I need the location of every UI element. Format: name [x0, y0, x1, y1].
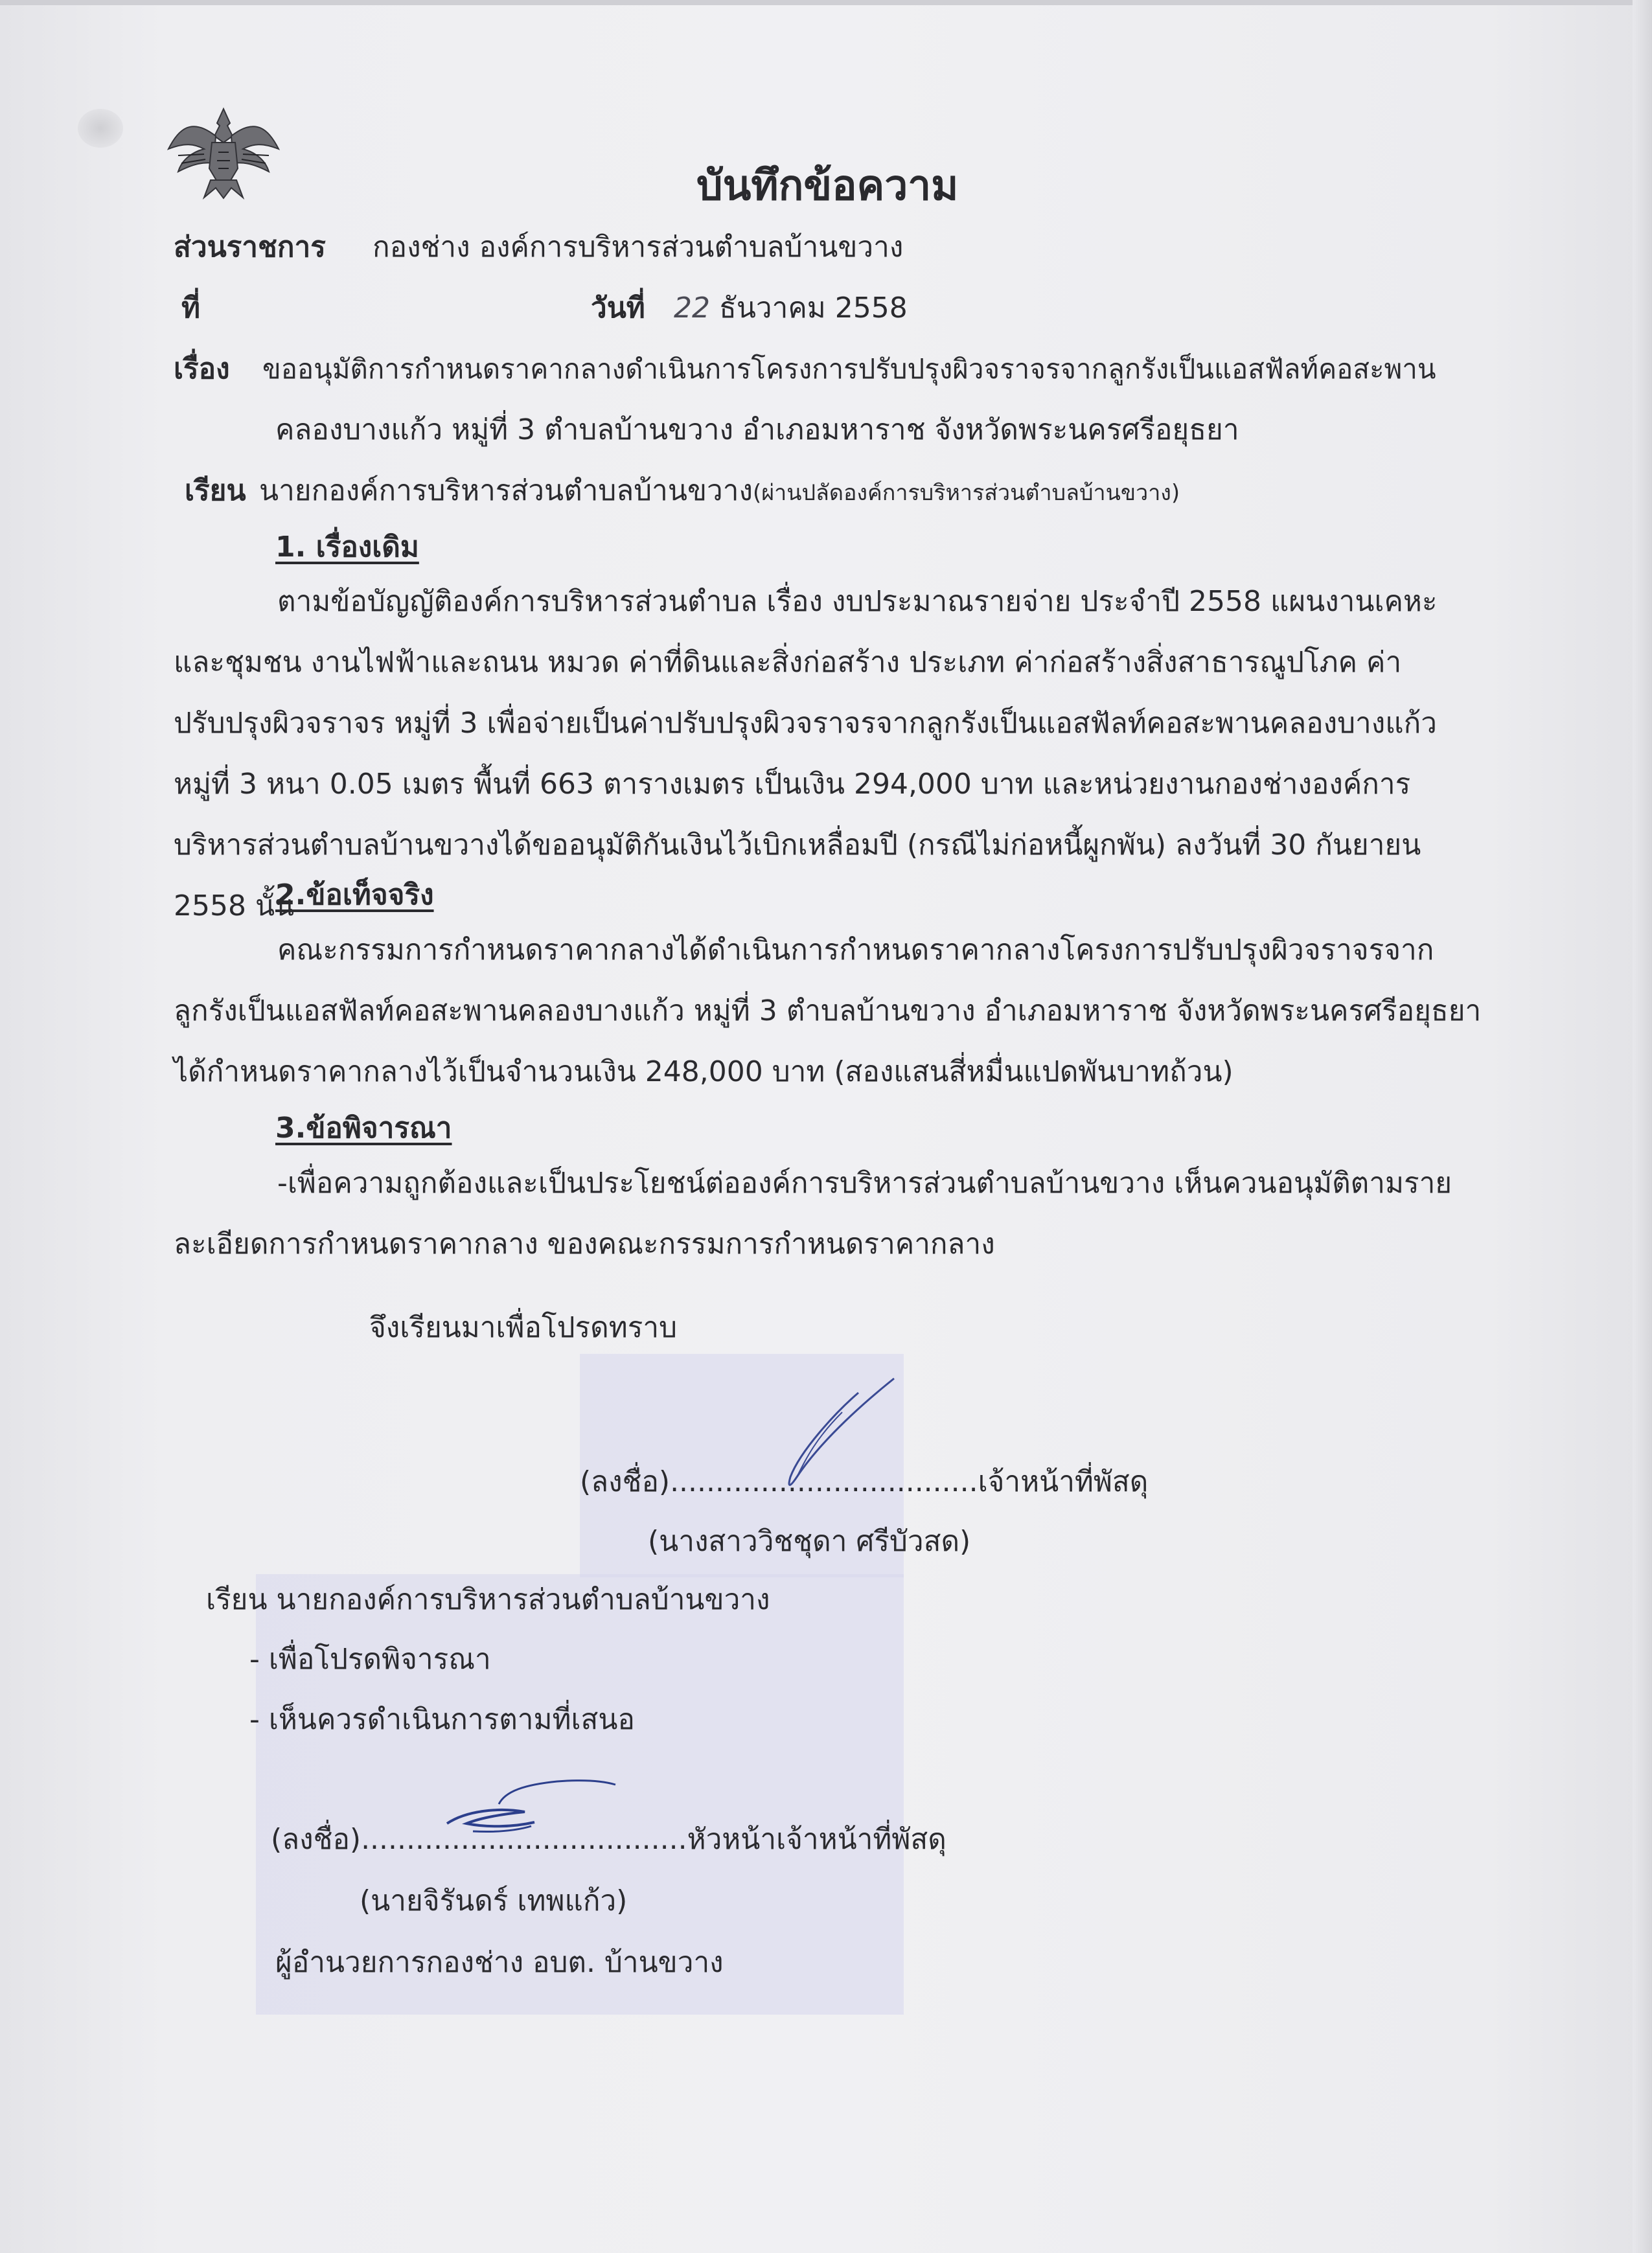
- memo-title: บันทึกข้อความ: [696, 162, 959, 210]
- endorsement-item-2: - เห็นควรดำเนินการตามที่เสนอ: [249, 1703, 635, 1736]
- section-2-body: คณะกรรมการกำหนดราคากลางได้ดำเนินการกำหนดราคากลางโครงการปรับปรุงผิวจราจรจากลูกรังเป็นแอสฟัลท์คอสะพานคลองบางแก้ว หมู่ที่ 3 ตำบลบ้านขวาง อำเภอมหาราช จังหวัดพระนครศรีอยุธยา ได้กำหนดราคากลางไว้เป็นจำนวนเงิน 248,000 บาท (สองแสนสี่หมื่นแปดพันบาทถ้วน): [174, 933, 1482, 1088]
- signature-2-line: (ลงชื่อ)....................................หัวหน้าเจ้าหน้าที่พัสดุ: [271, 1823, 946, 1856]
- scan-top-edge: [0, 0, 1652, 5]
- signature-1-name: (นางสาววิชชุดา ศรีบัวสด): [648, 1525, 971, 1558]
- garuda-emblem-icon: [165, 104, 282, 201]
- ref-label: ที่: [181, 292, 201, 325]
- closing-text: จึงเรียนมาเพื่อโปรดทราบ: [369, 1311, 678, 1344]
- to-value: [259, 472, 1180, 512]
- to-label: เรียน: [185, 474, 246, 507]
- section-1-heading: 1. เรื่องเดิม: [275, 531, 419, 564]
- to-recipient: นายกองค์การบริหารส่วนตำบลบ้านขวาง: [259, 474, 753, 507]
- section-3-body: -เพื่อความถูกต้องและเป็นประโยชน์ต่อองค์การบริหารส่วนตำบลบ้านขวาง เห็นควนอนุมัติตามรายละเอียดการกำหนดราคากลาง ของคณะกรรมการกำหนดราคากลาง: [174, 1167, 1452, 1261]
- agency-value: กองช่าง องค์การบริหารส่วนตำบลบ้านขวาง: [373, 231, 904, 264]
- subject-line-2: คลองบางแก้ว หมู่ที่ 3 ตำบลบ้านขวาง อำเภอมหาราช จังหวัดพระนครศรีอยุธยา: [275, 413, 1239, 446]
- date-day: 22: [674, 292, 710, 325]
- date-label: วันที่: [591, 292, 645, 325]
- subject-line-1: ขออนุมัติการกำหนดราคากลางดำเนินการโครงการปรับปรุงผิวจราจรจากลูกรังเป็นแอสฟัลท์คอสะพาน: [262, 353, 1436, 385]
- scan-smudge: [78, 109, 123, 148]
- signature-2-position: ผู้อำนวยการกองช่าง อบต. บ้านขวาง: [275, 1946, 724, 1979]
- scan-right-edge: [1633, 0, 1652, 2253]
- endorsement-item-1: - เพื่อโปรดพิจารณา: [249, 1643, 491, 1676]
- signature-2-name: (นายจิรันดร์ เทพแก้ว): [360, 1884, 628, 1917]
- to-via: (ผ่านปลัดองค์การบริหารส่วนตำบลบ้านขวาง): [752, 480, 1180, 506]
- section-2-heading: 2.ข้อเท็จจริง: [275, 878, 434, 911]
- agency-label: ส่วนราชการ: [174, 231, 326, 264]
- signature-1-line: (ลงชื่อ)..................................เจ้าหน้าที่พัสดุ: [580, 1465, 1149, 1498]
- endorsement-to: เรียน นายกองค์การบริหารส่วนตำบลบ้านขวาง: [206, 1583, 770, 1616]
- section-3-heading: 3.ข้อพิจารณา: [275, 1112, 452, 1145]
- subject-label: เรื่อง: [174, 352, 230, 385]
- date-value: ธันวาคม 2558: [719, 292, 908, 325]
- section-1-body: ตามข้อบัญญัติองค์การบริหารส่วนตำบล เรื่อง งบประมาณรายจ่าย ประจำปี 2558 แผนงานเคหะและชุมชน งานไฟฟ้าและถนน หมวด ค่าที่ดินและสิ่งก่อสร้าง ประเภท ค่าก่อสร้างสิ่งสาธารณูปโภค ค่าปรับปรุงผิวจราจร หมู่ที่ 3 เพื่อจ่ายเป็นค่าปรับปรุงผิวจราจรจากลูกรังเป็นแอสฟัลท์คอสะพานคลองบางแก้ว หมู่ที่ 3 หนา 0.05 เมตร พื้นที่ 663 ตารางเมตร เป็นเงิน 294,000 บาท และหน่วยงานกองช่างองค์การบริหารส่วนตำบลบ้านขวางได้ขออนุมัติกันเงินไว้เบิกเหลื่อมปี (กรณีไม่ก่อหนี้ผูกพัน) ลงวันที่ 30 กันยายน 2558 นั้น: [174, 585, 1438, 922]
